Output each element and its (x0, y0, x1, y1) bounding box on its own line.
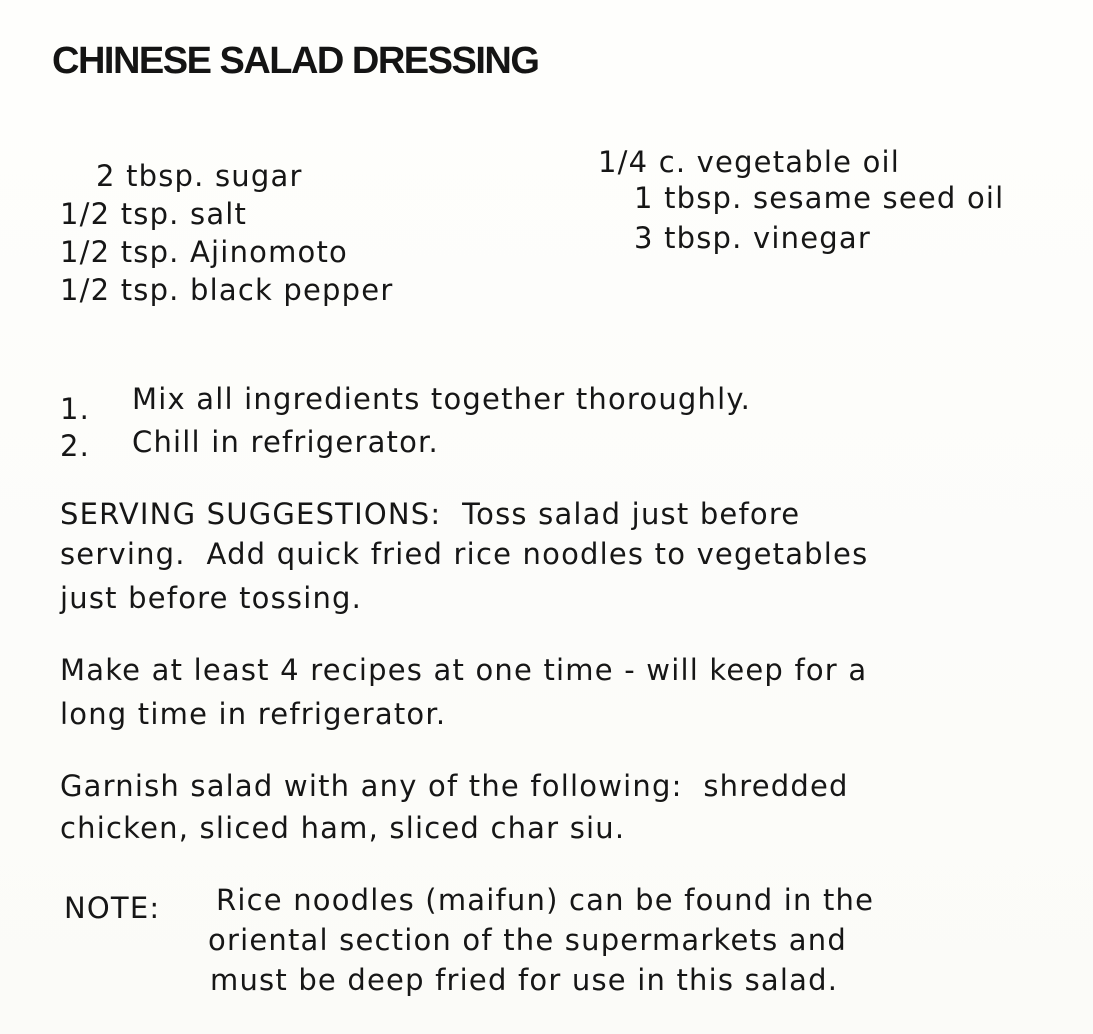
garnish-line: Garnish salad with any of the following: shredded (60, 769, 849, 803)
ingredient-item: 1/2 tsp. Ajinomoto (60, 235, 348, 269)
note-line: oriental section of the supermarkets and (208, 923, 847, 957)
ingredient-item: 3 tbsp. vinegar (634, 221, 871, 255)
make-ahead-line: Make at least 4 recipes at one time - will keep for a (60, 653, 868, 687)
serving-line: serving. Add quick fried rice noodles to vegetables (60, 537, 869, 571)
note-line: must be deep fried for use in this salad. (210, 963, 839, 997)
serving-line: SERVING SUGGESTIONS: Toss salad just before (60, 497, 801, 531)
ingredient-item: 1/4 c. vegetable oil (598, 145, 901, 179)
step-number: 2. (60, 429, 91, 463)
step-text: Mix all ingredients together thoroughly. (132, 382, 752, 416)
garnish-line: chicken, sliced ham, sliced char siu. (60, 811, 626, 845)
make-ahead-line: long time in refrigerator. (60, 697, 447, 731)
note-label: NOTE: (64, 891, 161, 925)
ingredient-item: 1 tbsp. sesame seed oil (634, 181, 1005, 215)
ingredient-item: 1/2 tsp. salt (60, 197, 248, 231)
ingredient-item: 2 tbsp. sugar (96, 159, 303, 193)
serving-line: just before tossing. (60, 581, 363, 615)
ingredient-item: 1/2 tsp. black pepper (60, 273, 394, 307)
step-number: 1. (60, 392, 91, 426)
recipe-title: CHINESE SALAD DRESSING (52, 40, 539, 82)
note-line: Rice noodles (maifun) can be found in the (216, 883, 875, 917)
step-text: Chill in refrigerator. (132, 425, 439, 459)
